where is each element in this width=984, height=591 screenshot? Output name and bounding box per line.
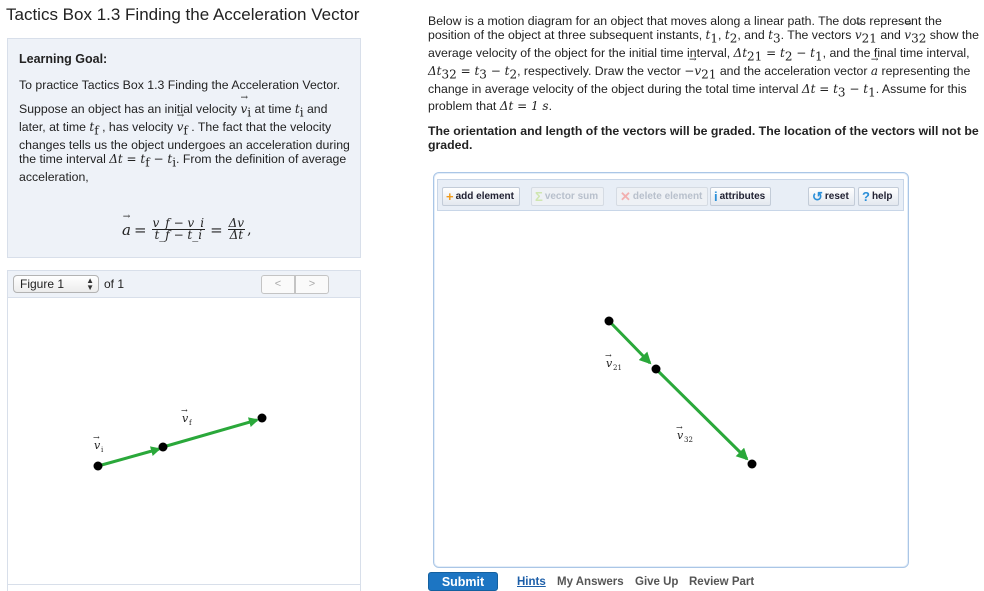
label-v21 <box>605 351 622 372</box>
position-dot-1 <box>94 462 103 471</box>
help-button[interactable]: ? help <box>858 187 899 206</box>
figure-toolbar <box>7 270 361 298</box>
figure-area <box>7 298 361 591</box>
svg-text:f: f <box>189 419 192 427</box>
reset-button[interactable]: ↺ reset <box>808 187 855 206</box>
math-v32: → v <box>904 28 911 42</box>
learning-goal-label: Learning Goal: <box>19 52 108 66</box>
vector-v-f <box>163 420 257 447</box>
dot-t1 <box>605 317 614 326</box>
label-v32 <box>676 423 693 444</box>
select-arrows-icon: ▲ ▼ <box>86 276 94 292</box>
give-up-link[interactable]: Give Up <box>635 576 679 588</box>
math-a: → a <box>871 64 878 78</box>
vector-v21 <box>609 321 650 363</box>
drawing-canvas[interactable] <box>438 212 904 562</box>
math-v-f: → v <box>177 120 184 135</box>
figure-next-button[interactable]: > <box>295 275 329 294</box>
delete-element-button[interactable]: ✕ delete element <box>616 187 708 206</box>
motion-diagram <box>438 212 904 562</box>
my-answers-link[interactable]: My Answers <box>557 576 624 588</box>
figure-bottom-border <box>7 584 361 585</box>
dot-t2 <box>652 365 661 374</box>
svg-text:v: v <box>182 412 189 425</box>
svg-text:i: i <box>101 446 104 454</box>
sigma-icon: Σ <box>535 189 543 204</box>
formula-fraction-2: $\frac{\Delta v}{\Delta t}$ <box>228 216 245 242</box>
help-icon: ? <box>862 189 870 204</box>
problem-paragraph: Below is a motion diagram for an object that moves along a linear path. The dots represent the position of the object at three subsequent instants, $t_1$, $t_2$, and $t_3$. The vectors → $v_{21}$ and → $v_{32}$ show the average velocity of the object for the initial time interval, $\Delta t_{21} = t_2 - t_1$, and the final time interval, $\Delta t_{32} = t_3 - t_2$, respectively. Draw the vector → $-v_{21}$ and the acceleration vector → a representing the change in average velocity of the object during the total time interval $\Delta t = t_3 - t_1$. Assume for this problem that Δt = 1 s. <box>428 14 984 114</box>
reset-icon: ↺ <box>812 189 823 204</box>
grading-note: The orientation and length of the vectors will be graded. The location of the vectors will not be graded. <box>428 123 979 152</box>
review-part-link[interactable]: Review Part <box>689 576 755 588</box>
dot-t3 <box>748 460 757 469</box>
math-v-i: → v <box>240 102 247 117</box>
svg-text:v: v <box>677 429 684 442</box>
page-title: Tactics Box 1.3 Finding the Acceleration Vector <box>6 5 360 24</box>
svg-text:→: → <box>676 423 683 432</box>
svg-text:→: → <box>181 406 188 415</box>
position-dot-2 <box>159 443 168 452</box>
acceleration-formula: → a = $\frac{v\_f - v\_i}{t\_f - t\_i}$ = $\frac{\Delta v}{\Delta t}$ , <box>122 218 252 241</box>
svg-text:→: → <box>93 433 100 442</box>
definition-paragraph: Suppose an object has an initial velocity → $v_i$ at time $t_i$ and later, at time $t_f$ , has velocity → $v_f$ . The fact that the velocity changes tells us the object undergoes an acceleration during the time interval $\Delta t = t_f - t_i$. From the definition of average acceleration, <box>19 102 350 185</box>
figure-count: of 1 <box>104 277 125 291</box>
vector-v32 <box>656 369 747 459</box>
formula-fraction-1: $\frac{v\_f - v\_i}{t\_f - t\_i}$ <box>152 216 205 242</box>
math-neg-v21: → −v <box>684 64 701 78</box>
svg-text:32: 32 <box>684 436 693 444</box>
svg-text:→: → <box>605 351 612 360</box>
hints-link[interactable]: Hints <box>517 576 546 588</box>
figure-1-diagram <box>8 298 360 591</box>
attributes-button[interactable]: i attributes <box>710 187 771 206</box>
vector-sum-button[interactable]: Σ vector sum <box>531 187 604 206</box>
label-v-f <box>181 406 193 427</box>
problem-statement <box>428 14 984 152</box>
plus-icon: + <box>446 189 454 204</box>
info-icon: i <box>714 189 718 204</box>
drawing-toolbar <box>437 179 904 211</box>
learning-goal-text: To practice Tactics Box 1.3 Finding the Acceleration Vector. <box>19 77 341 92</box>
figure-select[interactable]: Figure 1 ▲ ▼ <box>13 275 99 293</box>
vector-v-i <box>98 449 159 466</box>
close-icon: ✕ <box>620 189 631 204</box>
svg-text:v: v <box>606 357 613 370</box>
label-v-i <box>93 433 104 454</box>
svg-text:v: v <box>94 439 101 452</box>
figure-prev-button[interactable]: < <box>261 275 295 294</box>
answer-actions <box>428 572 984 591</box>
math-v21: → v <box>855 28 862 42</box>
left-column <box>0 0 362 591</box>
position-dot-3 <box>258 414 267 423</box>
svg-text:21: 21 <box>613 364 622 372</box>
add-element-button[interactable]: + add element <box>442 187 520 206</box>
submit-button[interactable]: Submit <box>428 572 498 591</box>
